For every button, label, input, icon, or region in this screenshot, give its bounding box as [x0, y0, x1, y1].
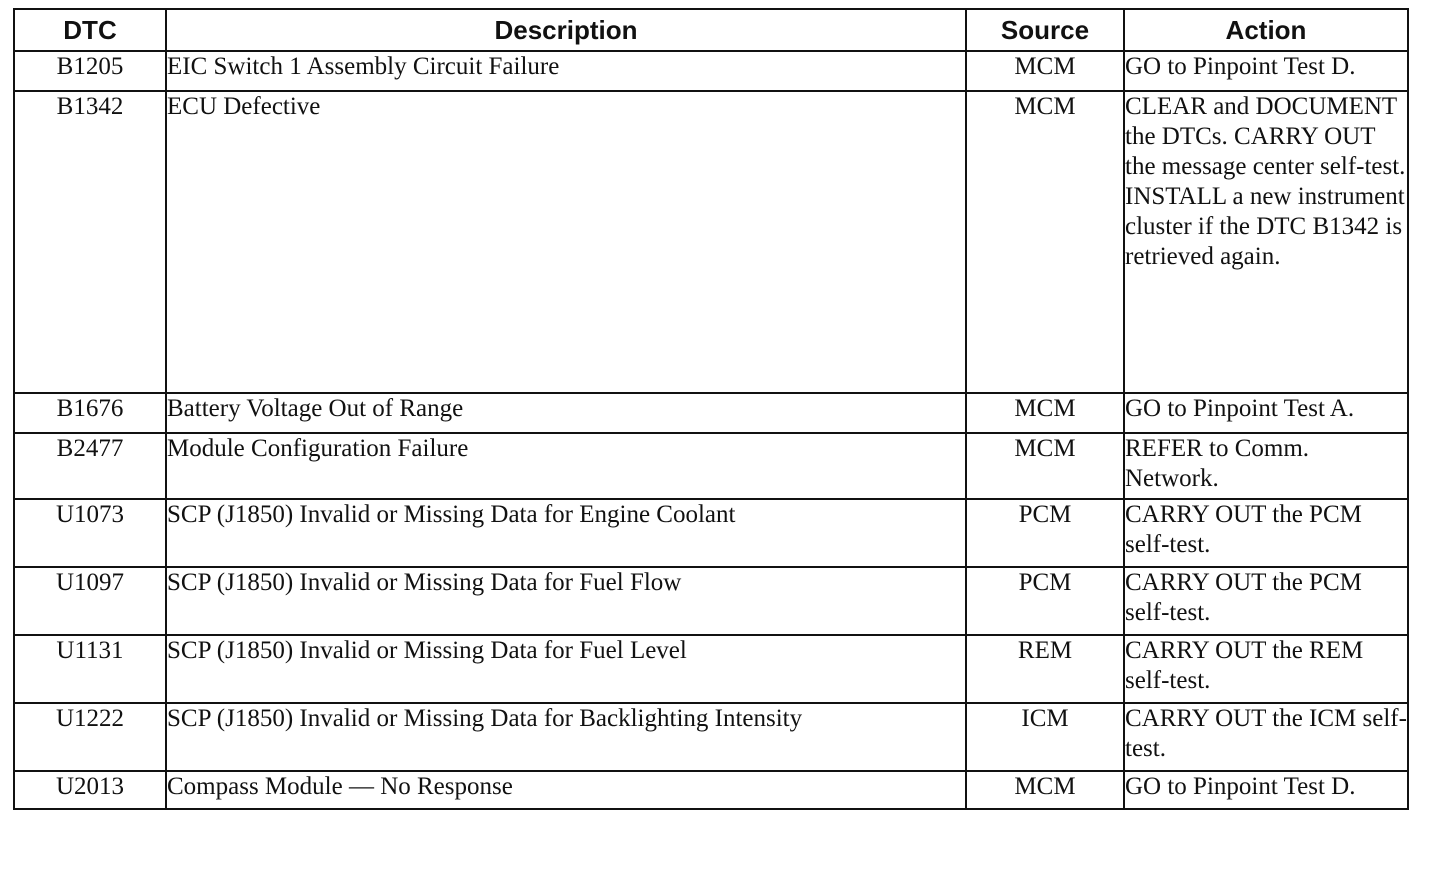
table-row — [14, 703, 1408, 771]
dtc-source: MCM — [966, 91, 1124, 393]
dtc-table — [13, 8, 1409, 810]
dtc-description: SCP (J1850) Invalid or Missing Data for Backlighting Intensity — [166, 703, 966, 771]
dtc-description: Compass Module — No Response — [166, 771, 966, 809]
dtc-description: EIC Switch 1 Assembly Circuit Failure — [166, 51, 966, 91]
dtc-description: Module Configuration Failure — [166, 433, 966, 499]
dtc-action: CARRY OUT the PCM self-test. — [1124, 499, 1408, 567]
dtc-source: PCM — [966, 499, 1124, 567]
dtc-description: Battery Voltage Out of Range — [166, 393, 966, 433]
dtc-source: PCM — [966, 567, 1124, 635]
dtc-description: SCP (J1850) Invalid or Missing Data for Engine Coolant — [166, 499, 966, 567]
table-row — [14, 393, 1408, 433]
dtc-action: CARRY OUT the REM self-test. — [1124, 635, 1408, 703]
dtc-description: SCP (J1850) Invalid or Missing Data for Fuel Flow — [166, 567, 966, 635]
dtc-action: GO to Pinpoint Test A. — [1124, 393, 1408, 433]
dtc-code: B1205 — [14, 51, 166, 91]
table-row — [14, 51, 1408, 91]
dtc-code: U2013 — [14, 771, 166, 809]
header-source: Source — [966, 9, 1124, 51]
dtc-action: CLEAR and DOCUMENT the DTCs. CARRY OUT the message center self-test. INSTALL a new instrument cluster if the DTC B1342 is retrieved again. — [1124, 91, 1408, 393]
dtc-source: ICM — [966, 703, 1124, 771]
table-row — [14, 771, 1408, 809]
table-row — [14, 567, 1408, 635]
dtc-description: ECU Defective — [166, 91, 966, 393]
dtc-source: MCM — [966, 393, 1124, 433]
dtc-code: U1222 — [14, 703, 166, 771]
dtc-source: MCM — [966, 51, 1124, 91]
dtc-code: U1073 — [14, 499, 166, 567]
dtc-code: B2477 — [14, 433, 166, 499]
dtc-source: MCM — [966, 771, 1124, 809]
dtc-source: REM — [966, 635, 1124, 703]
dtc-action: GO to Pinpoint Test D. — [1124, 771, 1408, 809]
table-row — [14, 433, 1408, 499]
header-dtc: DTC — [14, 9, 166, 51]
dtc-code: U1131 — [14, 635, 166, 703]
dtc-action: GO to Pinpoint Test D. — [1124, 51, 1408, 91]
table-row — [14, 499, 1408, 567]
header-description: Description — [166, 9, 966, 51]
dtc-description: SCP (J1850) Invalid or Missing Data for Fuel Level — [166, 635, 966, 703]
dtc-code: B1342 — [14, 91, 166, 393]
dtc-source: MCM — [966, 433, 1124, 499]
header-action: Action — [1124, 9, 1408, 51]
dtc-action: CARRY OUT the PCM self-test. — [1124, 567, 1408, 635]
dtc-code: U1097 — [14, 567, 166, 635]
dtc-action: CARRY OUT the ICM self-test. — [1124, 703, 1408, 771]
table-row — [14, 635, 1408, 703]
table-header-row — [14, 9, 1408, 51]
dtc-action: REFER to Comm. Network. — [1124, 433, 1408, 499]
dtc-code: B1676 — [14, 393, 166, 433]
table-row — [14, 91, 1408, 393]
